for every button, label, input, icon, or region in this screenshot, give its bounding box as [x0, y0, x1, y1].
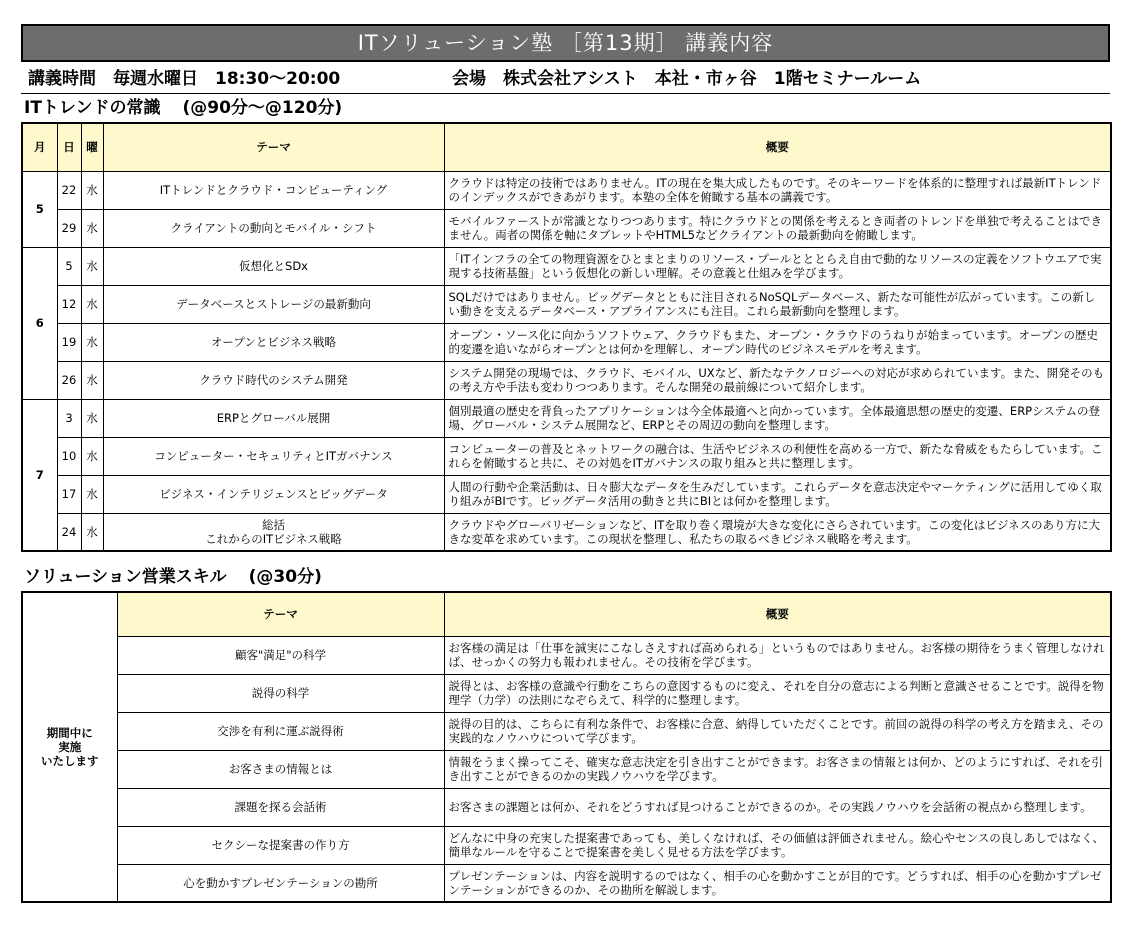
col-month: 月 — [22, 123, 57, 171]
col-day: 日 — [57, 123, 81, 171]
table-row — [22, 209, 1111, 247]
table-row — [22, 323, 1111, 361]
summary-cell: クラウドやグローバリゼーションなど、ITを取り巻く環境が大きな変化にさらされています。この変化はビジネスのあり方に大きな変革を求めています。この現状を整理し、私たちの取るべきビジネス戦略を考えます。 — [444, 513, 1111, 551]
sales-duration: (@30分) — [248, 567, 322, 587]
day-cell: 24 — [57, 513, 81, 551]
table-header-row — [22, 592, 1111, 636]
venue: 会場 株式会社アシスト 本社・市ヶ谷 1階セミナールーム — [452, 69, 922, 89]
table-row — [22, 399, 1111, 437]
weekday-cell: 水 — [81, 323, 103, 361]
weekday-cell: 水 — [81, 247, 103, 285]
summary-cell: 説得とは、お客様の意識や行動をこちらの意図するものに変え、それを自分の意志による判断と意識させることです。説得を物理学（力学）の法則になぞらえて、科学的に整理します。 — [444, 674, 1111, 712]
theme-cell: ERPとグローバル展開 — [103, 399, 444, 437]
col-summary: 概要 — [444, 592, 1111, 636]
summary-cell: システム開発の現場では、クラウド、モバイル、UXなど、新たなテクノロジーへの対応が求められています。また、開発そのもの考え方や手法も変わりつつあります。そんな開発の最前線について紹介します。 — [444, 361, 1111, 399]
theme-cell: 顧客"満足"の科学 — [117, 636, 444, 674]
summary-cell: クラウドは特定の技術ではありません。ITの現在を集大成したものです。そのキーワードを体系的に整理すれば最新ITトレンドのインデックスができあがります。本塾の全体を俯瞰する基本の講義です。 — [444, 171, 1111, 209]
day-cell: 12 — [57, 285, 81, 323]
table-row — [22, 437, 1111, 475]
table-row — [22, 247, 1111, 285]
theme-cell: 課題を探る会話術 — [117, 788, 444, 826]
table-row — [22, 361, 1111, 399]
trend-section-heading — [24, 96, 342, 120]
page-title: ITソリューション塾 ［第13期］ 講義内容 — [21, 24, 1110, 62]
theme-cell — [103, 513, 444, 551]
sales-table — [21, 591, 1112, 903]
month-cell: 7 — [22, 399, 57, 551]
summary-cell: 個別最適の歴史を背負ったアプリケーションは今全体最適へと向かっています。全体最適思想の歴史的変遷、ERPシステムの登場、グローバル・システム展開など、ERPとその周辺の動向を整理します。 — [444, 399, 1111, 437]
sales-heading: ソリューション営業スキル — [24, 567, 227, 587]
summary-cell: 人間の行動や企業活動は、日々膨大なデータを生みだしています。これらデータを意志決定やマーケティングに活用してゆく取り組みがBIです。ビッグデータ活用の動きと共にBIとは何かを整理します。 — [444, 475, 1111, 513]
summary-cell: お客様の満足は「仕事を誠実にこなしさえすれば高められる」というものではありません。お客様の期待をうまく管理しなければ、せっかくの努力も報われません。その技術を学びます。 — [444, 636, 1111, 674]
theme-cell: 説得の科学 — [117, 674, 444, 712]
summary-cell: オープン・ソース化に向かうソフトウェア、クラウドもまた、オープン・クラウドのうねりが始まっています。オープンの歴史的変遷を追いながらオープンとは何かを理解し、オープン時代のビジネスモデルを考えます。 — [444, 323, 1111, 361]
weekday-cell: 水 — [81, 513, 103, 551]
weekday-cell: 水 — [81, 475, 103, 513]
col-weekday: 曜 — [81, 123, 103, 171]
month-cell: 6 — [22, 247, 57, 399]
month-cell: 5 — [22, 171, 57, 247]
weekday-cell: 水 — [81, 209, 103, 247]
table-row — [22, 285, 1111, 323]
summary-cell: 説得の目的は、こちらに有利な条件で、お客様に合意、納得していただくことです。前回の説得の科学の考え方を踏まえ、その実践的なノウハウについて学びます。 — [444, 712, 1111, 750]
sales-section-heading — [24, 565, 322, 589]
trend-heading: ITトレンドの常識 — [24, 98, 161, 118]
weekday-cell: 水 — [81, 171, 103, 209]
divider — [21, 93, 1110, 94]
theme-cell: オープンとビジネス戦略 — [103, 323, 444, 361]
trend-duration: (@90分～@120分) — [182, 98, 343, 118]
period-line: いたします — [41, 754, 99, 768]
lecture-time: 講義時間 毎週水曜日 18:30～20:00 — [28, 69, 341, 89]
theme-cell: クライアントの動向とモバイル・シフト — [103, 209, 444, 247]
table-row — [22, 171, 1111, 209]
theme-line: これからのITビジネス戦略 — [205, 531, 342, 546]
table-row — [22, 864, 1111, 902]
period-line: 実施 — [58, 740, 82, 754]
summary-cell: コンピューターの普及とネットワークの融合は、生活やビジネスの利便性を高める一方で、新たな脅威をもたらしています。これらを俯瞰すると共に、その対処をITガバナンスの取り組みと共に整理します。 — [444, 437, 1111, 475]
theme-cell: 心を動かすプレゼンテーションの勘所 — [117, 864, 444, 902]
col-summary: 概要 — [444, 123, 1111, 171]
table-row — [22, 750, 1111, 788]
day-cell: 26 — [57, 361, 81, 399]
col-theme: テーマ — [117, 592, 444, 636]
theme-cell: コンピューター・セキュリティとITガバナンス — [103, 437, 444, 475]
theme-cell: ビジネス・インテリジェンスとビッグデータ — [103, 475, 444, 513]
summary-cell: お客さまの課題とは何か、それをどうすれば見つけることができるのか。その実践ノウハウを会話術の視点から整理します。 — [444, 788, 1111, 826]
day-cell: 22 — [57, 171, 81, 209]
theme-cell: ITトレンドとクラウド・コンピューティング — [103, 171, 444, 209]
weekday-cell: 水 — [81, 285, 103, 323]
table-header-row — [22, 123, 1111, 171]
weekday-cell: 水 — [81, 437, 103, 475]
summary-cell: SQLだけではありません。ビッグデータとともに注目されるNoSQLデータベース、新たな可能性が広がっています。この新しい動きを支えるデータベース・アプライアンスにも注目。これら最新動向を整理します。 — [444, 285, 1111, 323]
table-row — [22, 475, 1111, 513]
trend-table — [21, 122, 1112, 552]
day-cell: 19 — [57, 323, 81, 361]
theme-cell: お客さまの情報とは — [117, 750, 444, 788]
col-theme: テーマ — [103, 123, 444, 171]
period-cell — [22, 592, 117, 902]
table-row — [22, 712, 1111, 750]
period-line: 期間中に — [46, 726, 93, 740]
day-cell: 5 — [57, 247, 81, 285]
summary-cell: 情報をうまく操ってこそ、確実な意志決定を引き出すことができます。お客さまの情報とは何か、どのようにすれば、それを引き出すことができるのかの実践ノウハウを学びます。 — [444, 750, 1111, 788]
summary-cell: 「ITインフラの全ての物理資源をひとまとまりのリソース・プールとととらえ自由で動的なリソースの定義をソフトウエアで実現する技術基盤」という仮想化の新しい理解。その意義と仕組みを学びます。 — [444, 247, 1111, 285]
day-cell: 3 — [57, 399, 81, 437]
theme-cell: クラウド時代のシステム開発 — [103, 361, 444, 399]
theme-cell: 仮想化とSDx — [103, 247, 444, 285]
day-cell: 17 — [57, 475, 81, 513]
summary-cell: プレゼンテーションは、内容を説明するのではなく、相手の心を動かすことが目的です。どうすれば、相手の心を動かすプレゼンテーションができるのか、その勘所を解説します。 — [444, 864, 1111, 902]
theme-cell: セクシーな提案書の作り方 — [117, 826, 444, 864]
summary-cell: モバイルファーストが常識となりつつあります。特にクラウドとの関係を考えるとき両者のトレンドを単独で考えることはできません。両者の関係を軸にタブレットやHTML5などクライアントの最新動向を俯瞰します。 — [444, 209, 1111, 247]
day-cell: 10 — [57, 437, 81, 475]
theme-line: 総括 — [262, 517, 285, 532]
summary-cell: どんなに中身の充実した提案書であっても、美しくなければ、その価値は評価されません。絵心やセンスの良しあしではなく、簡単なルールを守ることで提案書を美しく見せる方法を学びます。 — [444, 826, 1111, 864]
table-row — [22, 674, 1111, 712]
weekday-cell: 水 — [81, 399, 103, 437]
theme-cell: データベースとストレージの最新動向 — [103, 285, 444, 323]
table-row — [22, 636, 1111, 674]
table-row — [22, 788, 1111, 826]
day-cell: 29 — [57, 209, 81, 247]
table-row — [22, 826, 1111, 864]
weekday-cell: 水 — [81, 361, 103, 399]
info-line — [28, 67, 1110, 93]
theme-cell: 交渉を有利に運ぶ説得術 — [117, 712, 444, 750]
table-row — [22, 513, 1111, 551]
